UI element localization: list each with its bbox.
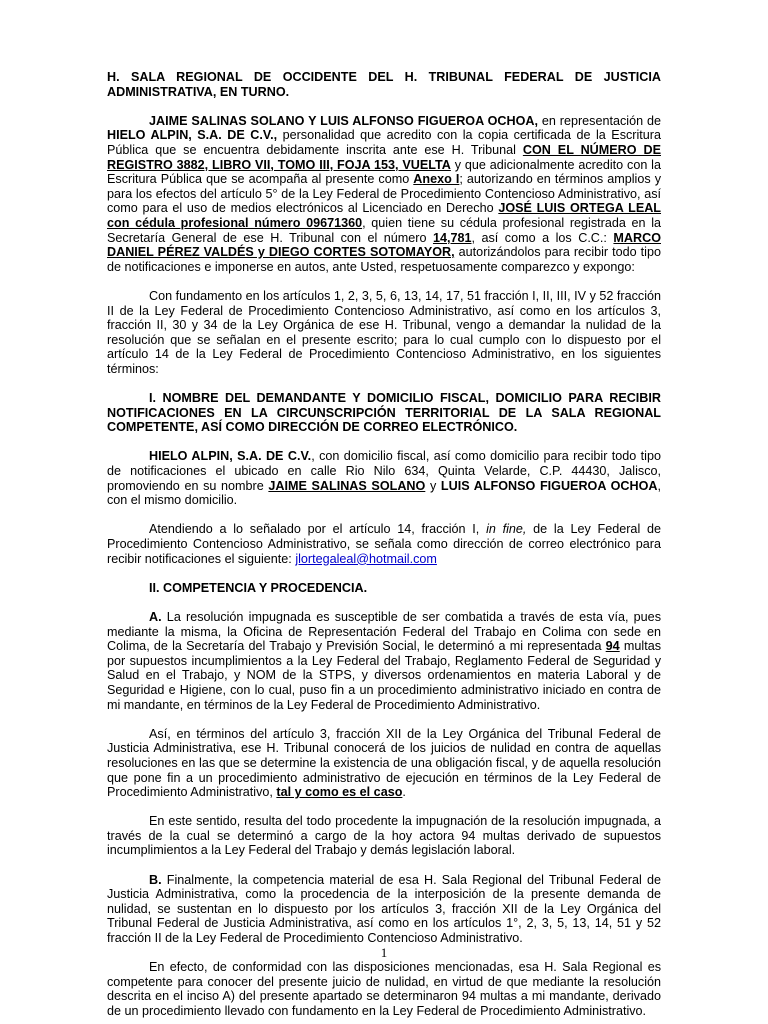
item-label-a: A.	[149, 609, 162, 624]
fines-count: 94	[605, 639, 620, 654]
document-heading: H. SALA REGIONAL DE OCCIDENTE DEL H. TRIBUNAL FEDERAL DE JUSTICIA ADMINISTRATIVA, EN TURNO.	[107, 70, 661, 99]
representatives-names: JAIME SALINAS SOLANO Y LUIS ALFONSO FIGUEROA OCHOA,	[149, 113, 538, 128]
authorized-persons: MARCO DANIEL PÉREZ VALDÉS y DIEGO CORTES SOTOMAYOR,	[107, 230, 661, 260]
plaintiff-paragraph: HIELO ALPIN, S.A. DE C.V., con domicilio fiscal, así como domicilio para recibir todo tipo de notificaciones el ubicado en calle Rio Nilo 634, Quinta Velarde, C.P. 44430, Jalisco, promoviendo en su nombre JAIME SALINAS SOLANO y LUIS ALFONSO FIGUEROA OCHOA, con el mismo domicilio.	[107, 449, 661, 508]
competence-paragraph-5: En efecto, de conformidad con las disposiciones mencionadas, esa H. Sala Regional es competente para conocer del presente juicio de nulidad, en virtud de que mediante la resolución descrita en el inciso A) del presente apartado se determinaron 94 multas a mi mandante, derivado de un procedimiento llevado con fundamento en la Ley Federal de Procedimiento Administrativo.	[107, 960, 661, 1018]
plaintiff-company: HIELO ALPIN, S.A. DE C.V.	[149, 449, 312, 464]
legal-basis-paragraph: Con fundamento en los artículos 1, 2, 3, 5, 6, 13, 14, 17, 51 fracción I, II, III, IV y 52 fracción II de la Ley Federal de Procedimiento Contencioso Administrativo, así como en los artículos 3, fracción II, 30 y 34 de la Ley Orgánica de ese H. Tribunal, vengo a demandar la nulidad de la resolución que se señalan en el presente escrito; para lo cual cumplo con lo dispuesto por el artículo 14 de la Ley Federal de Procedimiento Contencioso Administrativo, en los siguientes términos:	[107, 288, 661, 376]
intro-paragraph: JAIME SALINAS SOLANO Y LUIS ALFONSO FIGUEROA OCHOA, en representación de HIELO ALPIN, S.A. DE C.V., personalidad que acredito con la copia certificada de la Escritura Pública que se encuentra debidamente inscrita ante ese H. Tribunal CON EL NÚMERO DE REGISTRO 3882, LIBRO VII, TOMO III, FOJA 153, VUELTA y que adicionalmente acredito con la Escritura Pública que se acompaña al presente como Anexo I; autorizando en términos amplios y para los efectos del artículo 5° de la Ley Federal de Procedimiento Contencioso Administrativo, así como para el uso de medios electrónicos al Licenciado en Derecho JOSÉ LUIS ORTEGA LEAL con cédula profesional número 09671360, quien tiene su cédula profesional registrada en la Secretaría General de ese H. Tribunal con el número 14,781, así como a los C.C.: MARCO DANIEL PÉREZ VALDÉS y DIEGO CORTES SOTOMAYOR, autorizándolos para recibir todo tipo de notificaciones e imponerse en autos, ante Usted, respetuosamente comparezco y expongo:	[107, 113, 662, 274]
plaintiff-name-1: JAIME SALINAS SOLANO	[268, 478, 426, 493]
email-link[interactable]: jlortegaleal@hotmail.com	[295, 551, 437, 566]
in-fine-text: in fine,	[486, 522, 527, 537]
as-is-the-case: tal y como es el caso	[276, 785, 403, 800]
competence-paragraph-3: En este sentido, resulta del todo procedente la impugnación de la resolución impugnada, a través de la cual se determinó a cargo de la hoy actora 94 multas derivado de supuestos incumplimientos a la Ley Federal del Trabajo y demás legislación laboral.	[107, 814, 661, 858]
plaintiff-name-2: LUIS ALFONSO FIGUEROA OCHOA	[440, 478, 658, 493]
competence-paragraph-a: A. La resolución impugnada es susceptible de ser combatida a través de esta vía, pues mediante la misma, la Oficina de Representación Federal del Trabajo en Colima con sede en Colima, de la Secretaría del Trabajo y Previsión Social, le determinó a mi representada 94 multas por supuestos incumplimientos a la Ley Federal del Trabajo, Reglamento Federal de Seguridad y Salud en el Trabajo, y NOM de la STPS, y diversos ordenamientos en materia Laboral y de Seguridad e Higiene, con lo cual, puso fin a un procedimiento administrativo iniciado en contra de mi mandante, en términos de la Ley Federal de Procedimiento Administrativo.	[107, 609, 661, 712]
competence-paragraph-2: Así, en términos del artículo 3, fracción XII de la Ley Orgánica del Tribunal Federal de Justicia Administrativa, ese H. Tribunal conocerá de los juicios de nulidad en contra de aquellas resoluciones en las que se determine la existencia de una obligación fiscal, y de aquella resolución que pone fin a un procedimiento administrativo de ejecución en términos de la Ley Federal de Procedimiento Administrativo, tal y como es el caso.	[107, 726, 661, 800]
item-label-b: B.	[149, 872, 162, 887]
registry-number: CON EL NÚMERO DE REGISTRO 3882, LIBRO VII, TOMO III, FOJA 153, VUELTA	[107, 142, 661, 172]
page-number: 1	[380, 945, 388, 960]
company-name: HIELO ALPIN, S.A. DE C.V.,	[107, 128, 278, 143]
email-paragraph: Atendiendo a lo señalado por el artículo 14, fracción I, in fine, de la Ley Federal de Procedimiento Contencioso Administrativo, se señala como dirección de correo electrónico para recibir notificaciones el siguiente: jlortegaleal@hotmail.com	[107, 522, 661, 566]
competence-paragraph-b: B. Finalmente, la competencia material de esa H. Sala Regional del Tribunal Federal de Justicia Administrativa, como la procedencia de la interposición de la presente demanda de nulidad, se sustentan en lo dispuesto por los artículos 3, fracción XII de la Ley Orgánica del Tribunal Federal de Justicia Administrativa, así como en los artículos 1°, 2, 3, 5, 13, 14, 51 y 52 fracción II de la Ley Federal de Procedimiento Contencioso Administrativo.	[107, 872, 661, 946]
attorney-name: JOSÉ LUIS ORTEGA LEAL con cédula profesional número 09671360	[107, 201, 662, 230]
section-heading-2: II. COMPETENCIA Y PROCEDENCIA.	[149, 580, 368, 595]
registration-number: 14,781	[432, 230, 472, 245]
annex-reference: Anexo I	[413, 172, 460, 187]
section-heading-1: I. NOMBRE DEL DEMANDANTE Y DOMICILIO FISCAL, DOMICILIO PARA RECIBIR NOTIFICACIONES EN LA CIRCUNSCRIPCIÓN TERRITORIAL DE LA SALA REGIONAL COMPETENTE, ASÍ COMO DIRECCIÓN DE CORREO ELECTRÓNICO.	[107, 391, 661, 435]
